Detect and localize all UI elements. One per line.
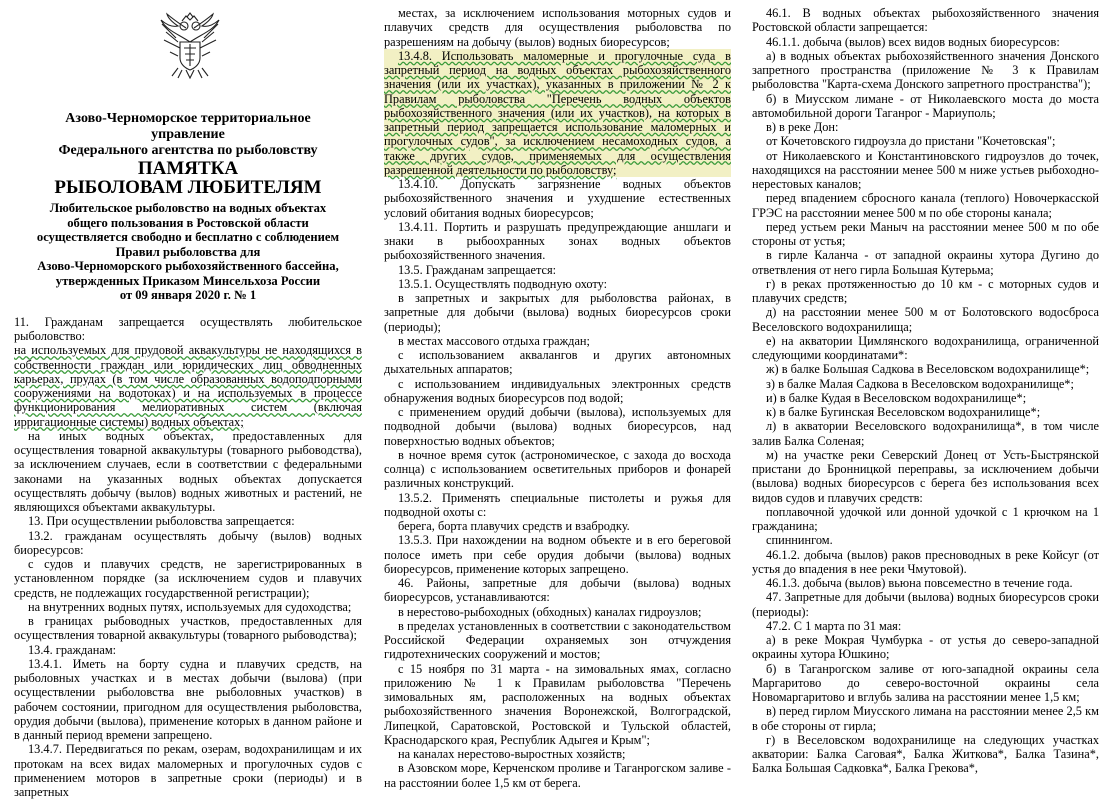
page-title: РЫБОЛОВАМ ЛЮБИТЕЛЯМ <box>54 177 322 199</box>
intro-line: осуществляется свободно и бесплатно с соблюдением <box>36 230 340 245</box>
paragraph: 13.4.8. Использовать маломерные и прогулочные суда в запретный период на водных объектах рыбохозяйственного значения (или их участках), указанных в приложении № 2 к Правилам рыболовства "Перечень водных объектов рыбохозяйственного значения (или их участков), на которых в запретный период запрещается использование маломерных и прогулочных судов", за исключением несамоходных судов, а также других судов, применяемых для осуществления разрешенной деятельности по рыболовству; <box>384 48 731 177</box>
paragraph: 47. Запретные для добычи (вылова) водных биоресурсов сроки (периоды): <box>752 590 1099 619</box>
paragraph: с применением орудий добычи (вылова), используемых для подводной добычи (вылова) водных биоресурсов, над поверхностью водных объектов; <box>384 405 731 448</box>
paragraph: и) в балке Кудая в Веселовском водохранилище*; <box>766 390 1027 405</box>
paragraph: на используемых для прудовой аквакультуры не находящихся в собственности граждан или юридических лиц обводненных карьерах, прудах (в том числе образованных водоподпорными сооружениями на водотоках) и на используемых в процессе функционирования мелиоративных систем (включая ирригационные системы) водных объектах; <box>14 343 362 429</box>
paragraph: в нерестово-рыбоходных (обходных) каналах гидроузлов; <box>398 604 702 619</box>
paragraph: д) на расстоянии менее 500 м от Болотовского водосброса Веселовского водохранилища; <box>752 305 1099 334</box>
paragraph: с судов и плавучих средств, не зарегистрированных в установленном порядке (за исключением судов и плавучих средств, не подлежащих государственной регистрации); <box>14 557 362 600</box>
paragraph: в пределах установленных в соответствии с законодательством Российской Федерации охраняемых зон отчуждения гидротехнических сооружений и мостов; <box>384 618 731 662</box>
column-1 <box>14 6 362 799</box>
paragraph: в Азовском море, Керченском проливе и Таганрогском заливе - на расстоянии более 1,5 км от берега. <box>384 761 731 790</box>
paragraph: 46.1.3. добыча (вылов) вьюна повсеместно в течение года. <box>766 576 1073 590</box>
paragraph: на каналах нерестово-выростных хозяйств; <box>398 747 626 761</box>
paragraph: а) в водных объектах рыбохозяйственного значения Донского запретного пространства (приложение № 3 к Правилам рыболовства "Карта-схема Донского запретного пространства"); <box>752 48 1099 92</box>
intro-line: утвержденных Приказом Минсельхоза России <box>55 273 321 288</box>
org-line: управление <box>151 127 225 143</box>
page-title: ПАМЯТКА <box>137 158 239 180</box>
paragraph: в гирле Каланча - от западной окраины хутора Дугино до ответвления от него гирла Большая Кутерьма; <box>752 248 1099 277</box>
paragraph: 13.4.7. Передвигаться по рекам, озерам, водохранилищам и их протокам на всех видах маломерных и прогулочных судов с применением моторов в запретные сроки (периоды) и в запретных <box>14 742 362 799</box>
paragraph: 46.1.1. добыча (вылов) всех видов водных биоресурсов: <box>766 34 1060 49</box>
paragraph: б) в Миусском лимане - от Николаевского моста до моста автомобильной дороги Таганрог - Мариуполь; <box>752 91 1099 120</box>
paragraph: 47.2. С 1 марта по 31 мая: <box>766 618 902 633</box>
paragraph: 46.1. В водных объектах рыбохозяйственного значения Ростовской области запрещается: <box>752 6 1099 35</box>
paragraph: спиннингом. <box>766 533 833 548</box>
paragraph: от Николаевского и Константиновского гидроузлов до точек, находящихся на расстоянии менее 500 м ниже устьев рыбоходно-нерестовых каналов; <box>752 148 1099 191</box>
paragraph: 13.5.1. Осуществлять подводную охоту: <box>398 276 608 291</box>
paragraph: на иных водных объектах, предоставленных для осуществления товарной аквакультуры (товарного рыбоводства), за исключением случаев, если в соответствии с федеральными законами на указанных водных объектах допускается осуществлять добычу (вылов) водных животных и растений, не являющихся объектами аквакультуры. <box>14 428 362 514</box>
paragraph: 13.5.3. При нахождении на водном объекте и в его береговой полосе иметь при себе орудия добычи (вылова) водных биоресурсов, применение которых запрещено. <box>384 533 731 576</box>
column-3 <box>752 6 1099 789</box>
paragraph: 11. Гражданам запрещается осуществлять любительское рыболовство: <box>14 314 362 343</box>
paragraph: с использованием аквалангов и других автономных дыхательных аппаратов; <box>384 348 731 377</box>
paragraph: в местах массового отдыха граждан; <box>398 333 590 348</box>
paragraph: с использованием индивидуальных электронных средств обнаружения водных биоресурсов под водой; <box>384 376 731 405</box>
paragraph: 13.4.10. Допускать загрязнение водных объектов рыбохозяйственного значения и ухудшение естественных условий обитания водных биоресурсов; <box>384 177 731 220</box>
paragraph: г) в Веселовском водохранилище на следующих участках акватории: Балка Саговая*, Балка Житкова*, Балка Тазина*, Балка Большая Садковка*, Балка Грекова*, <box>752 732 1099 776</box>
paragraph: в ночное время суток (астрономическое, с захода до восхода солнца) с использованием осветительных приборов и фонарей различных конструкций. <box>384 447 731 491</box>
paragraph: 13. При осуществлении рыболовства запрещается: <box>28 514 295 529</box>
paragraph: л) в акватории Веселовского водохранилища*, в том числе залив Балка Соленая; <box>752 419 1099 448</box>
intro-line: от 09 января 2020 г. № 1 <box>119 288 257 303</box>
paragraph: 13.4.1. Иметь на борту судна и плавучих средств, на рыболовных участках и в местах добычи (вылова) (при осуществлении рыболовства вне рыболовных участков) в рабочем состоянии, пригодном для осуществления рыболовства, орудия добычи (вылова), применение которых в данном районе и в данный период времени запрещено. <box>14 656 362 742</box>
paragraph: 13.2. гражданам осуществлять добычу (вылов) водных биоресурсов: <box>14 528 362 557</box>
paragraph: местах, за исключением использования моторных судов и плавучих средств для осуществления рыболовства по разрешениям на добычу (вылов) водных биоресурсов; <box>384 6 731 49</box>
paragraph: 13.4. гражданам: <box>28 642 117 657</box>
paragraph: 13.4.11. Портить и разрушать предупреждающие аншлаги и знаки в рыбоохранных зонах водных объектов рыбохозяйственного значения. <box>384 219 731 263</box>
paragraph: г) в реках протяженностью до 10 км - с моторных судов и плавучих средств; <box>752 276 1099 305</box>
paragraph: а) в реке Мокрая Чумбурка - от устья до северо-западной окраины хутора Юшкино; <box>752 633 1099 662</box>
paragraph: от Кочетовского гидроузла до пристани "Кочетовская"; <box>766 134 1056 149</box>
paragraph: к) в балке Бугинская Веселовском водохранилище*; <box>766 405 1041 419</box>
intro-line: Любительское рыболовство на водных объектах <box>49 201 327 216</box>
paragraph: 13.5.2. Применять специальные пистолеты и ружья для подводной охоты с: <box>384 490 731 519</box>
paragraph: 13.5. Гражданам запрещается: <box>398 262 557 277</box>
paragraph: ж) в балке Большая Садкова в Веселовском водохранилище*; <box>766 362 1090 377</box>
paragraph: 46. Районы, запретные для добычи (вылова) водных биоресурсов, устанавливаются: <box>384 576 731 605</box>
org-line: Азово-Черноморское территориальное <box>65 111 311 127</box>
intro-line: общего пользования в Ростовской области <box>67 215 309 230</box>
paragraph: поплавочной удочкой или донной удочкой с 1 крючком на 1 гражданина; <box>752 504 1099 533</box>
paragraph: в) в реке Дон: <box>766 120 839 134</box>
paragraph: берега, борта плавучих средств и взабродку. <box>398 519 630 533</box>
paragraph: 46.1.2. добыча (вылов) раков пресноводных в реке Койсуг (от устья до впадения в нее реки Чмутовой). <box>752 547 1099 576</box>
paragraph: на внутренних водных путях, используемых для судоходства; <box>28 599 352 614</box>
paragraph: е) на акватории Цимлянского водохранилища, ограниченной следующими координатами*: <box>752 333 1099 362</box>
paragraph: в) перед гирлом Миусского лимана на расстоянии менее 2,5 км в обе стороны от гирла; <box>752 704 1099 733</box>
column-2 <box>384 6 731 789</box>
paragraph: с 15 ноября по 31 марта - на зимовальных ямах, согласно приложению № 1 к Правилам рыболовства "Перечень зимовальных ям, расположенных на водных объектах рыбохозяйственного значения Воронежской, Волгоградской, Липецкой, Саратовской, Ростовской и Тульской областей, Краснодарского края, Республик Адыгея и Крым"; <box>384 661 731 747</box>
paragraph: б) в Таганрогском заливе от юго-западной окраины села Маргаритово до северо-восточной окраины села Новомаргаритово и вглубь залива на расстоянии менее 1,5 км; <box>752 661 1099 704</box>
coat-of-arms-icon <box>158 12 222 80</box>
intro-line: Азово-Черноморского рыбохозяйственного бассейна, <box>37 259 339 274</box>
paragraph: перед устьем реки Маныч на расстоянии менее 500 м по обе стороны от устья; <box>752 219 1099 248</box>
paragraph: м) на участке реки Северский Донец от Усть-Быстрянской пристани до Бронницкой переправы, за исключением добычи (вылова) водных биоресурсов с берега без использования всех видов судов и плавучих средств: <box>752 447 1099 505</box>
paragraph: в запретных и закрытых для рыболовства районах, в запретные для добычи (вылова) водных биоресурсов сроки (периоды); <box>384 291 731 334</box>
paragraph: перед впадением сбросного канала (теплого) Новочеркасской ГРЭС на расстоянии менее 500 м по обе стороны канала; <box>752 191 1099 220</box>
paragraph: в границах рыбоводных участков, предоставленных для осуществления товарной аквакультуры (товарного рыбоводства); <box>14 614 362 643</box>
org-line: Федерального агентства по рыболовству <box>58 143 318 159</box>
intro-line: Правил рыболовства для <box>115 244 261 259</box>
paragraph: з) в балке Малая Садкова в Веселовском водохранилище*; <box>766 376 1074 391</box>
